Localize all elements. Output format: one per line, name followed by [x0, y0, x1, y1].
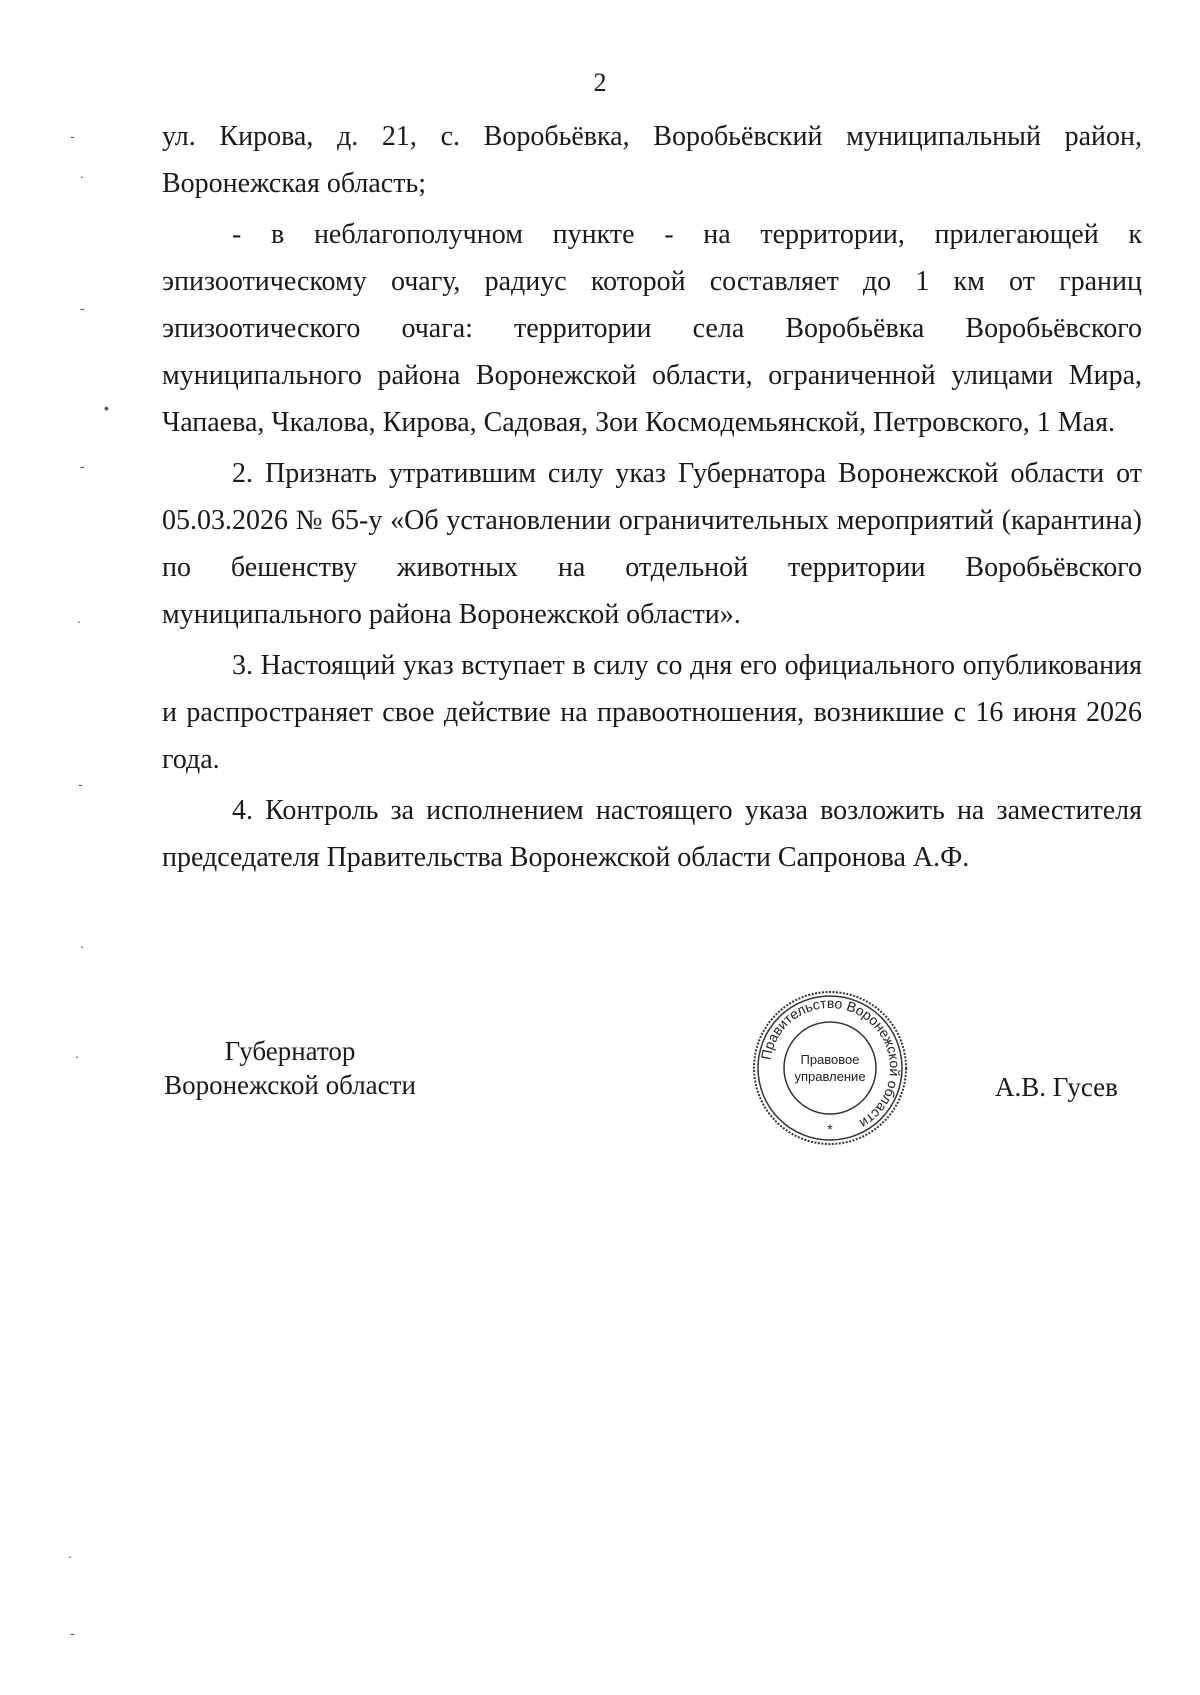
margin-mark: -: [78, 776, 83, 792]
stamp-graphic: [750, 988, 910, 1148]
margin-mark: .: [80, 165, 84, 181]
paragraph-address: ул. Кирова, д. 21, с. Воробьёвка, Воробьёвский муниципальный район, Воронежская область;: [162, 121, 1142, 199]
margin-mark: .: [80, 935, 84, 951]
margin-mark: -: [70, 128, 75, 144]
official-stamp: [750, 988, 910, 1148]
stamp-outer-text: Правительство Воронежской области: [757, 994, 904, 1132]
margin-mark: .: [75, 1045, 79, 1061]
paragraph-item-4: 4. Контроль за исполнением настоящего указа возложить на заместителя председателя Правительства Воронежской области Сапронова А.Ф.: [162, 795, 1142, 873]
margin-mark: -: [80, 458, 85, 474]
signer-title-line2: Воронежской области: [164, 1070, 416, 1100]
signer-title: [140, 1034, 440, 1102]
paragraph-item-3: 3. Настоящий указ вступает в силу со дня его официального опубликования и распространяет свое действие на правоотношения, возникшие с 16 июня 2026 года.: [162, 650, 1142, 775]
margin-mark: .: [68, 1545, 72, 1561]
signer-title-line1: Губернатор: [224, 1036, 356, 1066]
margin-mark: .: [77, 610, 81, 626]
stamp-inner-line2: управление: [794, 1069, 866, 1084]
stamp-star: *: [827, 1121, 833, 1137]
signer-name: А.В. Гусев: [995, 1072, 1118, 1102]
page-number: 2: [593, 68, 607, 97]
document-body: [162, 113, 1142, 881]
paragraph-item-2: 2. Признать утратившим силу указ Губернатора Воронежской области от 05.03.2026 № 65-у «Об установлении ограничительных мероприятий (карантина) по бешенству животных на отдельной территории Воробьёвского муниципального района Воронежской области».: [162, 458, 1142, 630]
stamp-inner-line1: Правовое: [800, 1052, 860, 1067]
margin-mark: -: [70, 1625, 75, 1641]
paragraph-disadvantaged-area: - в неблагополучном пункте - на территории, прилегающей к эпизоотическому очагу, радиус которой составляет до 1 км от границ эпизоотического очага: территории села Воробьёвка Воробьёвского муниципального района Воронежской области, ограниченной улицами Мира, Чапаева, Чкалова, Кирова, Садовая, Зои Космодемьянской, Петровского, 1 Мая.: [162, 219, 1142, 438]
margin-mark: -: [80, 300, 85, 316]
margin-mark: •: [104, 400, 109, 416]
